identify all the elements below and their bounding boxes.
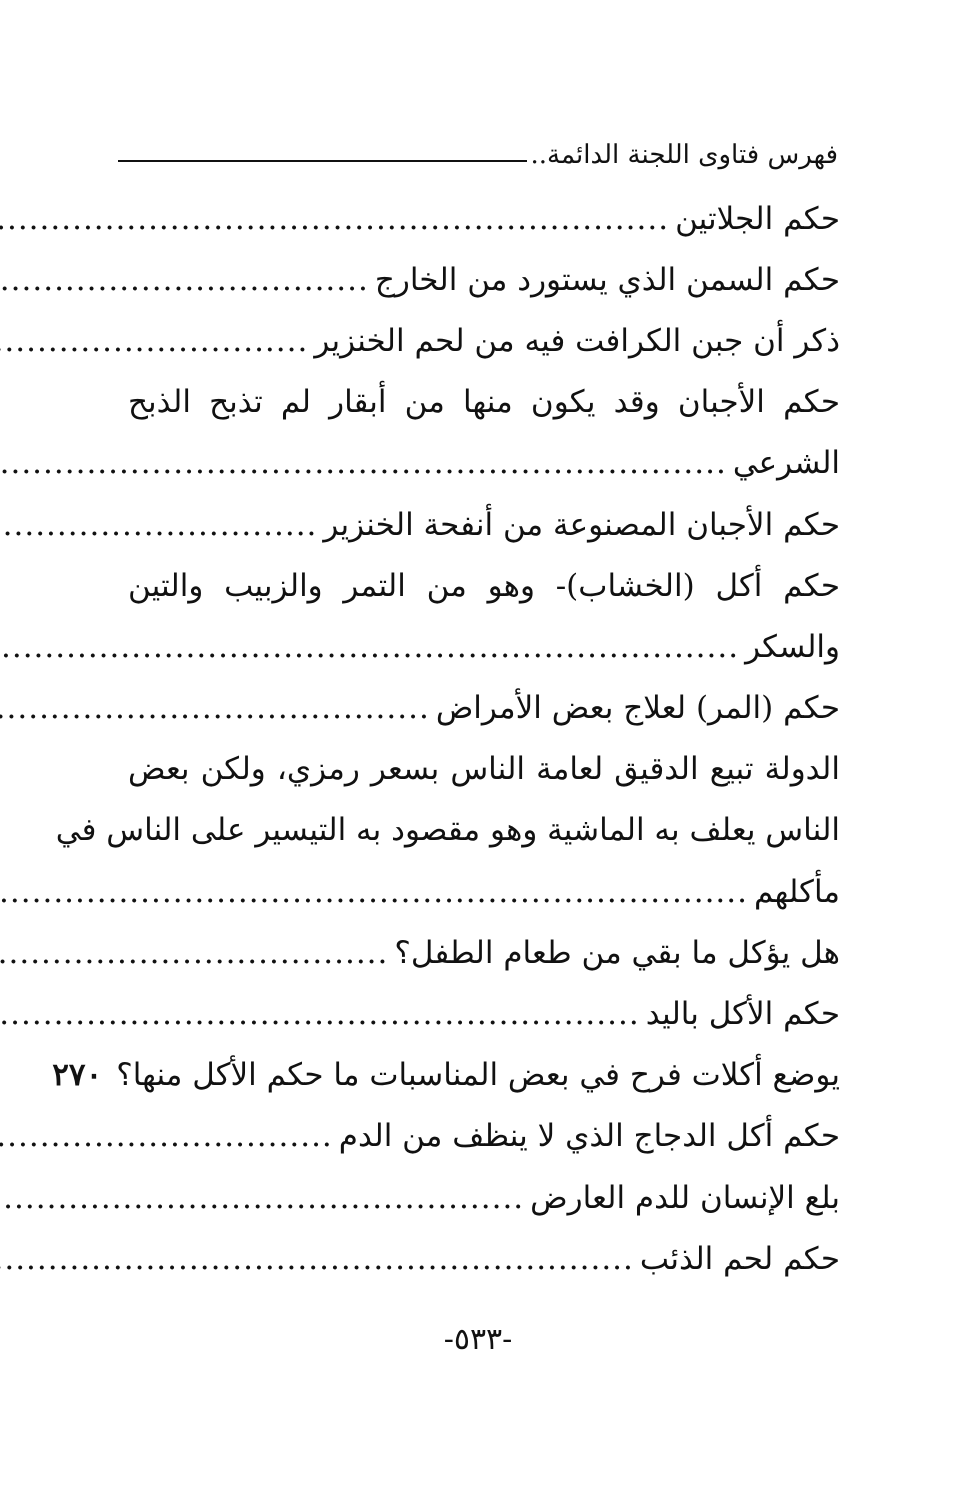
header-rule <box>118 160 527 162</box>
dot-leader <box>0 445 727 481</box>
toc-entry-text: بلع الإنسان للدم العارض <box>530 1179 840 1216</box>
toc-entry <box>128 861 840 922</box>
toc-entry-text: والسكر <box>745 628 840 665</box>
toc-entry <box>128 1106 840 1167</box>
dot-leader <box>0 1118 333 1154</box>
toc-entry-text: حكم أكل الدجاج الذي لا ينظف من الدم <box>338 1118 840 1155</box>
toc-entry-text: حكم الجلاتين <box>675 200 840 237</box>
dot-leader <box>0 323 308 359</box>
table-of-contents <box>52 188 840 1289</box>
toc-entry-text: حكم الأكل باليد <box>645 996 840 1033</box>
toc-entry <box>128 983 840 1044</box>
toc-entry <box>128 739 840 800</box>
toc-entry-page: ٢٧٠ <box>52 1057 103 1094</box>
toc-entry <box>128 310 840 371</box>
dot-leader <box>0 935 388 971</box>
header-title: فهرس فتاوى اللجنة الدائمة.. <box>530 140 838 170</box>
toc-entry <box>128 1167 840 1228</box>
dot-leader <box>0 874 748 910</box>
toc-entry-text: حكم أكل (الخشاب)- وهو من التمر والزبيب والتين <box>128 567 840 604</box>
toc-entry <box>128 372 840 433</box>
dot-leader <box>0 507 317 543</box>
dot-leader <box>0 262 369 298</box>
dot-leader <box>0 690 430 726</box>
page-number: -٥٣٣- <box>443 1322 513 1357</box>
toc-entry <box>55 800 840 861</box>
dot-leader <box>0 1241 634 1277</box>
toc-entry-text: مأكلهم <box>754 873 840 910</box>
toc-entry-text: الشرعي <box>732 445 840 482</box>
toc-entry-text: هل يؤكل ما بقي من طعام الطفل؟ <box>394 934 840 971</box>
toc-entry-text: حكم الأجبان وقد يكون منها من أبقار لم تذبح الذبح <box>128 384 840 421</box>
toc-entry-text: حكم الأجبان المصنوعة من أنفحة الخنزير <box>323 506 840 543</box>
running-header <box>118 128 838 168</box>
toc-entry <box>128 433 840 494</box>
toc-entry-text: حكم (المر) لعلاج بعض الأمراض <box>435 690 840 727</box>
toc-entry-text: حكم السمن الذي يستورد من الخارج <box>374 261 840 298</box>
toc-entry-text: يوضع أكلات فرح في بعض المناسبات ما حكم الأكل منها؟ <box>116 1057 840 1094</box>
dot-leader <box>0 629 739 665</box>
toc-entry <box>128 494 840 555</box>
toc-entry <box>52 1045 840 1106</box>
toc-entry <box>128 922 840 983</box>
toc-entry <box>128 678 840 739</box>
toc-entry <box>128 249 840 310</box>
dot-leader <box>0 1180 524 1216</box>
toc-entry-text: الناس يعلف به الماشية وهو مقصود به التيسير على الناس في <box>55 812 840 849</box>
toc-entry <box>128 188 840 249</box>
toc-entry <box>128 616 840 677</box>
toc-entry <box>128 1228 840 1289</box>
toc-entry-text: الدولة تبيع الدقيق لعامة الناس بسعر رمزي، ولكن بعض <box>128 751 840 788</box>
toc-entry <box>128 555 840 616</box>
toc-entry-text: ذكر أن جبن الكرافت فيه من لحم الخنزير <box>314 322 840 359</box>
dot-leader <box>0 201 669 237</box>
dot-leader <box>0 996 640 1032</box>
toc-entry-text: حكم لحم الذئب <box>639 1240 840 1277</box>
